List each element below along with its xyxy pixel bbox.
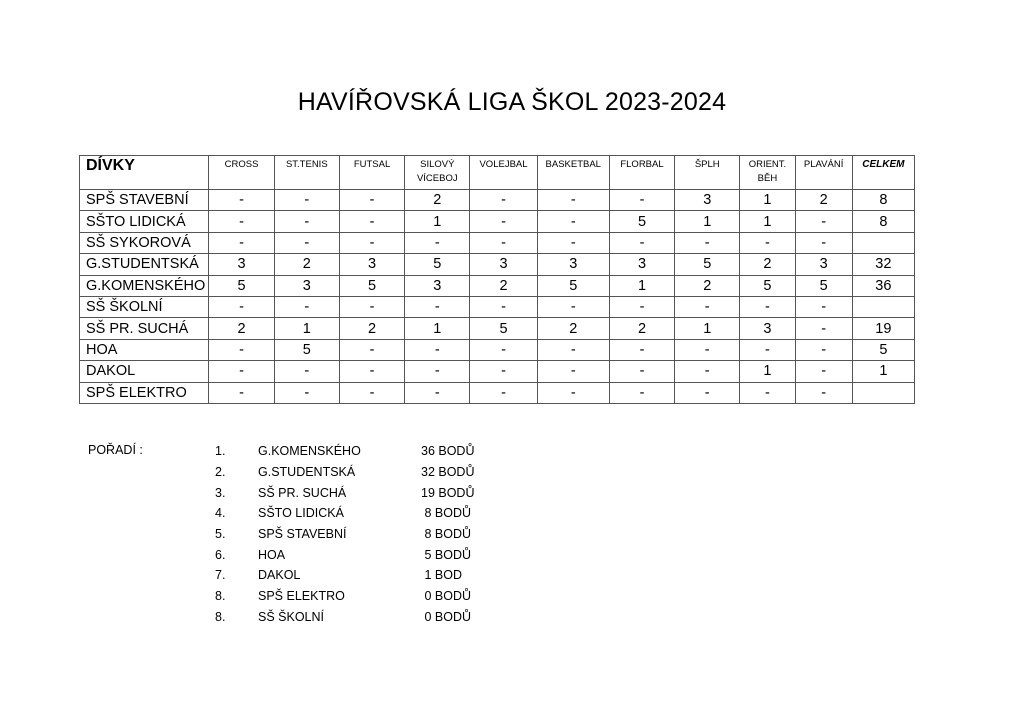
score-cell: -	[795, 296, 852, 317]
score-cell: -	[675, 232, 740, 253]
score-cell: -	[209, 296, 274, 317]
ranking-position: 2.	[215, 465, 226, 480]
score-cell: 3	[274, 275, 339, 296]
ranking-item	[215, 482, 511, 503]
score-cell: -	[675, 296, 740, 317]
ranking-points: 1 BOD	[421, 568, 462, 583]
score-cell: -	[470, 339, 537, 360]
score-cell: -	[675, 361, 740, 382]
score-cell: 2	[405, 190, 470, 211]
score-cell: -	[274, 361, 339, 382]
table-body	[80, 190, 915, 404]
score-cell: -	[274, 382, 339, 403]
score-cell: -	[209, 382, 274, 403]
school-name-cell: SPŠ STAVEBNÍ	[80, 190, 209, 211]
score-cell: -	[795, 382, 852, 403]
ranking-item	[215, 524, 511, 545]
ranking-school: SŠ ŠKOLNÍ	[258, 609, 324, 624]
score-cell: -	[675, 339, 740, 360]
school-name-cell: G.STUDENTSKÁ	[80, 254, 209, 275]
ranking-position: 5.	[215, 527, 226, 542]
score-cell: -	[339, 211, 404, 232]
column-header: VOLEJBAL	[470, 156, 537, 190]
ranking-item	[215, 544, 511, 565]
score-cell: 1	[675, 211, 740, 232]
ranking-position: 8.	[215, 589, 226, 604]
score-cell: -	[740, 339, 795, 360]
table-row	[80, 190, 915, 211]
score-cell: -	[274, 232, 339, 253]
school-name-cell: SŠ PR. SUCHÁ	[80, 318, 209, 339]
total-cell: 36	[852, 275, 914, 296]
ranking-position: 7.	[215, 568, 226, 583]
score-cell: -	[609, 296, 674, 317]
score-cell: -	[405, 382, 470, 403]
score-cell: 1	[274, 318, 339, 339]
score-cell: 1	[740, 361, 795, 382]
ranking-item	[215, 441, 511, 462]
score-cell: 3	[795, 254, 852, 275]
score-cell: 1	[405, 211, 470, 232]
total-cell	[852, 232, 914, 253]
results-table	[79, 155, 915, 404]
score-cell: 5	[740, 275, 795, 296]
score-cell: 5	[470, 318, 537, 339]
score-cell: -	[795, 339, 852, 360]
ranking-school: SŠTO LIDICKÁ	[258, 506, 344, 521]
score-cell: -	[209, 211, 274, 232]
table-row	[80, 361, 915, 382]
column-header: FLORBAL	[609, 156, 674, 190]
total-cell: 8	[852, 190, 914, 211]
table-row	[80, 275, 915, 296]
school-name-cell: SŠ SYKOROVÁ	[80, 232, 209, 253]
total-cell: 5	[852, 339, 914, 360]
table-row	[80, 211, 915, 232]
ranking-points: 0 BODŮ	[421, 609, 472, 624]
table-row	[80, 232, 915, 253]
ranking-school: SPŠ STAVEBNÍ	[258, 527, 347, 542]
school-name-cell: DAKOL	[80, 361, 209, 382]
score-cell: 3	[537, 254, 609, 275]
score-cell: 5	[274, 339, 339, 360]
score-cell: -	[470, 296, 537, 317]
score-cell: -	[537, 190, 609, 211]
score-cell: -	[537, 211, 609, 232]
score-cell: -	[339, 190, 404, 211]
ranking-school: SPŠ ELEKTRO	[258, 589, 345, 604]
score-cell: 3	[405, 275, 470, 296]
ranking-school: HOA	[258, 547, 286, 562]
score-cell: 2	[795, 190, 852, 211]
ranking-position: 3.	[215, 485, 226, 500]
page-title: HAVÍŘOVSKÁ LIGA ŠKOL 2023-2024	[297, 88, 727, 116]
ranking-item	[215, 586, 511, 607]
score-cell: -	[795, 361, 852, 382]
ranking-list	[215, 441, 511, 627]
ranking-points: 8 BODŮ	[421, 527, 472, 542]
score-cell: 5	[209, 275, 274, 296]
column-header-total: CELKEM	[852, 156, 914, 190]
score-cell: -	[405, 232, 470, 253]
score-cell: -	[339, 296, 404, 317]
column-header: FUTSAL	[339, 156, 404, 190]
table-row	[80, 382, 915, 403]
total-cell	[852, 382, 914, 403]
score-cell: 5	[609, 211, 674, 232]
ranking-position: 8.	[215, 609, 226, 624]
school-name-cell: SPŠ ELEKTRO	[80, 382, 209, 403]
score-cell: 5	[405, 254, 470, 275]
total-cell: 1	[852, 361, 914, 382]
school-name-cell: SŠ ŠKOLNÍ	[80, 296, 209, 317]
score-cell: -	[795, 318, 852, 339]
score-cell: -	[470, 382, 537, 403]
score-cell: 3	[675, 190, 740, 211]
score-cell: -	[470, 232, 537, 253]
score-cell: -	[537, 296, 609, 317]
score-cell: 2	[537, 318, 609, 339]
score-cell: -	[209, 232, 274, 253]
ranking-school: SŠ PR. SUCHÁ	[258, 485, 347, 500]
score-cell: -	[537, 382, 609, 403]
score-cell: -	[274, 296, 339, 317]
score-cell: 1	[405, 318, 470, 339]
score-cell: 5	[339, 275, 404, 296]
column-header: BASKETBAL	[537, 156, 609, 190]
column-header: CROSS	[209, 156, 274, 190]
school-name-cell: HOA	[80, 339, 209, 360]
score-cell: -	[405, 361, 470, 382]
ranking-points: 8 BODŮ	[421, 506, 472, 521]
column-header: ŠPLH	[675, 156, 740, 190]
total-cell: 8	[852, 211, 914, 232]
score-cell: -	[609, 361, 674, 382]
score-cell: -	[609, 339, 674, 360]
score-cell: -	[405, 296, 470, 317]
ranking-position: 4.	[215, 506, 226, 521]
score-cell: -	[609, 232, 674, 253]
score-cell: -	[740, 382, 795, 403]
ranking-points: 19 BODŮ	[421, 485, 475, 500]
ranking-points: 5 BODŮ	[421, 547, 472, 562]
score-cell: -	[405, 339, 470, 360]
score-cell: 3	[339, 254, 404, 275]
score-cell: -	[470, 190, 537, 211]
score-cell: 2	[740, 254, 795, 275]
score-cell: -	[740, 296, 795, 317]
school-name-cell: G.KOMENSKÉHO	[80, 275, 209, 296]
score-cell: 5	[795, 275, 852, 296]
score-cell: -	[274, 211, 339, 232]
column-header: ST.TENIS	[274, 156, 339, 190]
score-cell: -	[537, 232, 609, 253]
score-cell: -	[675, 382, 740, 403]
column-header: PLAVÁNÍ	[795, 156, 852, 190]
table-row	[80, 296, 915, 317]
score-cell: -	[795, 232, 852, 253]
score-cell: -	[740, 232, 795, 253]
score-cell: 1	[675, 318, 740, 339]
score-cell: -	[274, 190, 339, 211]
ranking-school: G.KOMENSKÉHO	[258, 444, 361, 459]
header-row	[80, 156, 915, 190]
score-cell: -	[209, 339, 274, 360]
score-cell: 1	[609, 275, 674, 296]
score-cell: 1	[740, 211, 795, 232]
score-cell: 2	[470, 275, 537, 296]
score-cell: -	[537, 361, 609, 382]
table-row	[80, 318, 915, 339]
ranking-points: 36 BODŮ	[421, 444, 475, 459]
ranking-school: DAKOL	[258, 568, 301, 583]
score-cell: -	[795, 211, 852, 232]
score-cell: -	[339, 361, 404, 382]
score-cell: -	[537, 339, 609, 360]
ranking-points: 0 BODŮ	[421, 589, 472, 604]
ranking-item	[215, 503, 511, 524]
table-corner-label: DÍVKY	[80, 156, 209, 190]
total-cell: 19	[852, 318, 914, 339]
score-cell: -	[470, 211, 537, 232]
total-cell: 32	[852, 254, 914, 275]
score-cell: 2	[209, 318, 274, 339]
score-cell: 1	[740, 190, 795, 211]
score-cell: -	[209, 361, 274, 382]
score-cell: 3	[609, 254, 674, 275]
score-cell: -	[609, 190, 674, 211]
score-cell: 2	[609, 318, 674, 339]
column-header: ORIENT. BĚH	[740, 156, 795, 190]
score-cell: -	[339, 339, 404, 360]
ranking-school: G.STUDENTSKÁ	[258, 465, 356, 480]
score-cell: -	[339, 382, 404, 403]
school-name-cell: SŠTO LIDICKÁ	[80, 211, 209, 232]
score-cell: 2	[339, 318, 404, 339]
score-cell: -	[609, 382, 674, 403]
score-cell: -	[470, 361, 537, 382]
score-cell: -	[339, 232, 404, 253]
table-row	[80, 254, 915, 275]
score-cell: 2	[274, 254, 339, 275]
total-cell	[852, 296, 914, 317]
score-cell: 5	[537, 275, 609, 296]
score-cell: -	[209, 190, 274, 211]
score-cell: 2	[675, 275, 740, 296]
table-row	[80, 339, 915, 360]
ranking-item	[215, 462, 511, 483]
ranking-item	[215, 565, 511, 586]
score-cell: 3	[470, 254, 537, 275]
column-header: SILOVÝ VÍCEBOJ	[405, 156, 470, 190]
ranking-position: 6.	[215, 547, 226, 562]
score-cell: 3	[209, 254, 274, 275]
ranking-position: 1.	[215, 444, 226, 459]
ranking-points: 32 BODŮ	[421, 465, 475, 480]
ranking-label: POŘADÍ :	[88, 443, 143, 457]
score-cell: 3	[740, 318, 795, 339]
ranking-item	[215, 607, 511, 628]
score-cell: 5	[675, 254, 740, 275]
